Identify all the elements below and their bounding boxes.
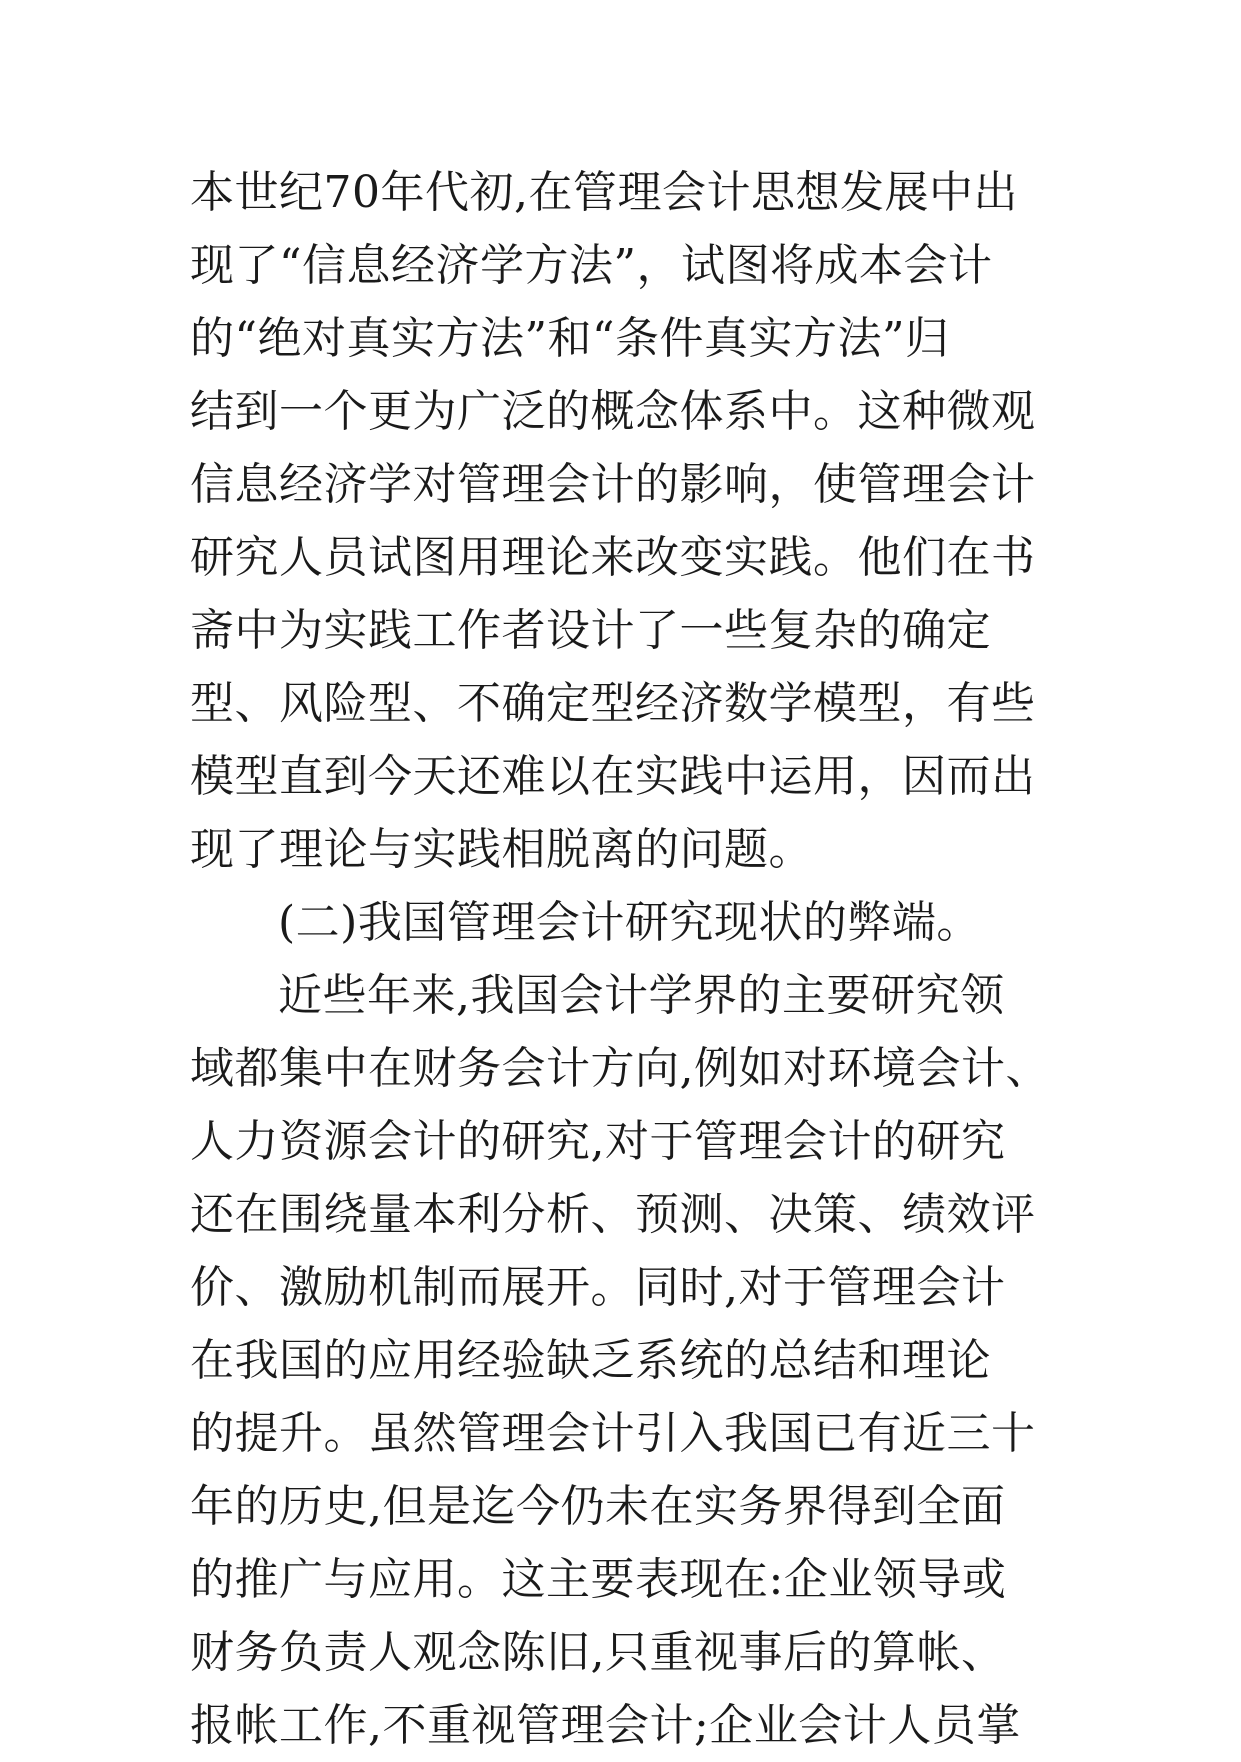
text-line: 域都集中在财务会计方向,例如对环境会计、 <box>190 1043 1050 1094</box>
text-line: 的提升。虽然管理会计引入我国已有近三十 <box>190 1408 1036 1459</box>
text-line: 本世纪70年代初,在管理会计思想发展中出 <box>190 167 1018 218</box>
text-line: 报帐工作,不重视管理会计;企业会计人员掌 <box>190 1700 1021 1751</box>
text-line: 年的历史,但是迄今仍未在实务界得到全面 <box>190 1481 1006 1532</box>
text-line: 近些年来,我国会计学界的主要研究领 <box>278 970 1005 1021</box>
text-line: 的推广与应用。这主要表现在:企业领导或 <box>190 1554 1007 1605</box>
text-line: 研究人员试图用理论来改变实践。他们在书 <box>190 532 1036 583</box>
text-line: 价、激励机制而展开。同时,对于管理会计 <box>190 1262 1006 1313</box>
text-line: 财务负责人观念陈旧,只重视事后的算帐、 <box>190 1627 1006 1678</box>
text-line: 斋中为实践工作者设计了一些复杂的确定 <box>190 605 991 656</box>
section-heading: (二)我国管理会计研究现状的弊端。 <box>278 897 981 948</box>
text-line: 结到一个更为广泛的概念体系中。这种微观 <box>190 386 1036 437</box>
text-line: 型、风险型、不确定型经济数学模型，有些 <box>190 678 1036 729</box>
text-line: 现了理论与实践相脱离的问题。 <box>190 824 813 875</box>
text-line: 现了“信息经济学方法”，试图将成本会计 <box>190 240 993 291</box>
text-line: 的“绝对真实方法”和“条件真实方法”归 <box>190 313 950 364</box>
text-line: 人力资源会计的研究,对于管理会计的研究 <box>190 1116 1006 1167</box>
text-line: 还在围绕量本利分析、预测、决策、绩效评 <box>190 1189 1036 1240</box>
text-line: 在我国的应用经验缺乏系统的总结和理论 <box>190 1335 991 1386</box>
text-line: 模型直到今天还难以在实践中运用，因而出 <box>190 751 1036 802</box>
body-text <box>190 156 1110 1762</box>
text-line: 信息经济学对管理会计的影响，使管理会计 <box>190 459 1036 510</box>
